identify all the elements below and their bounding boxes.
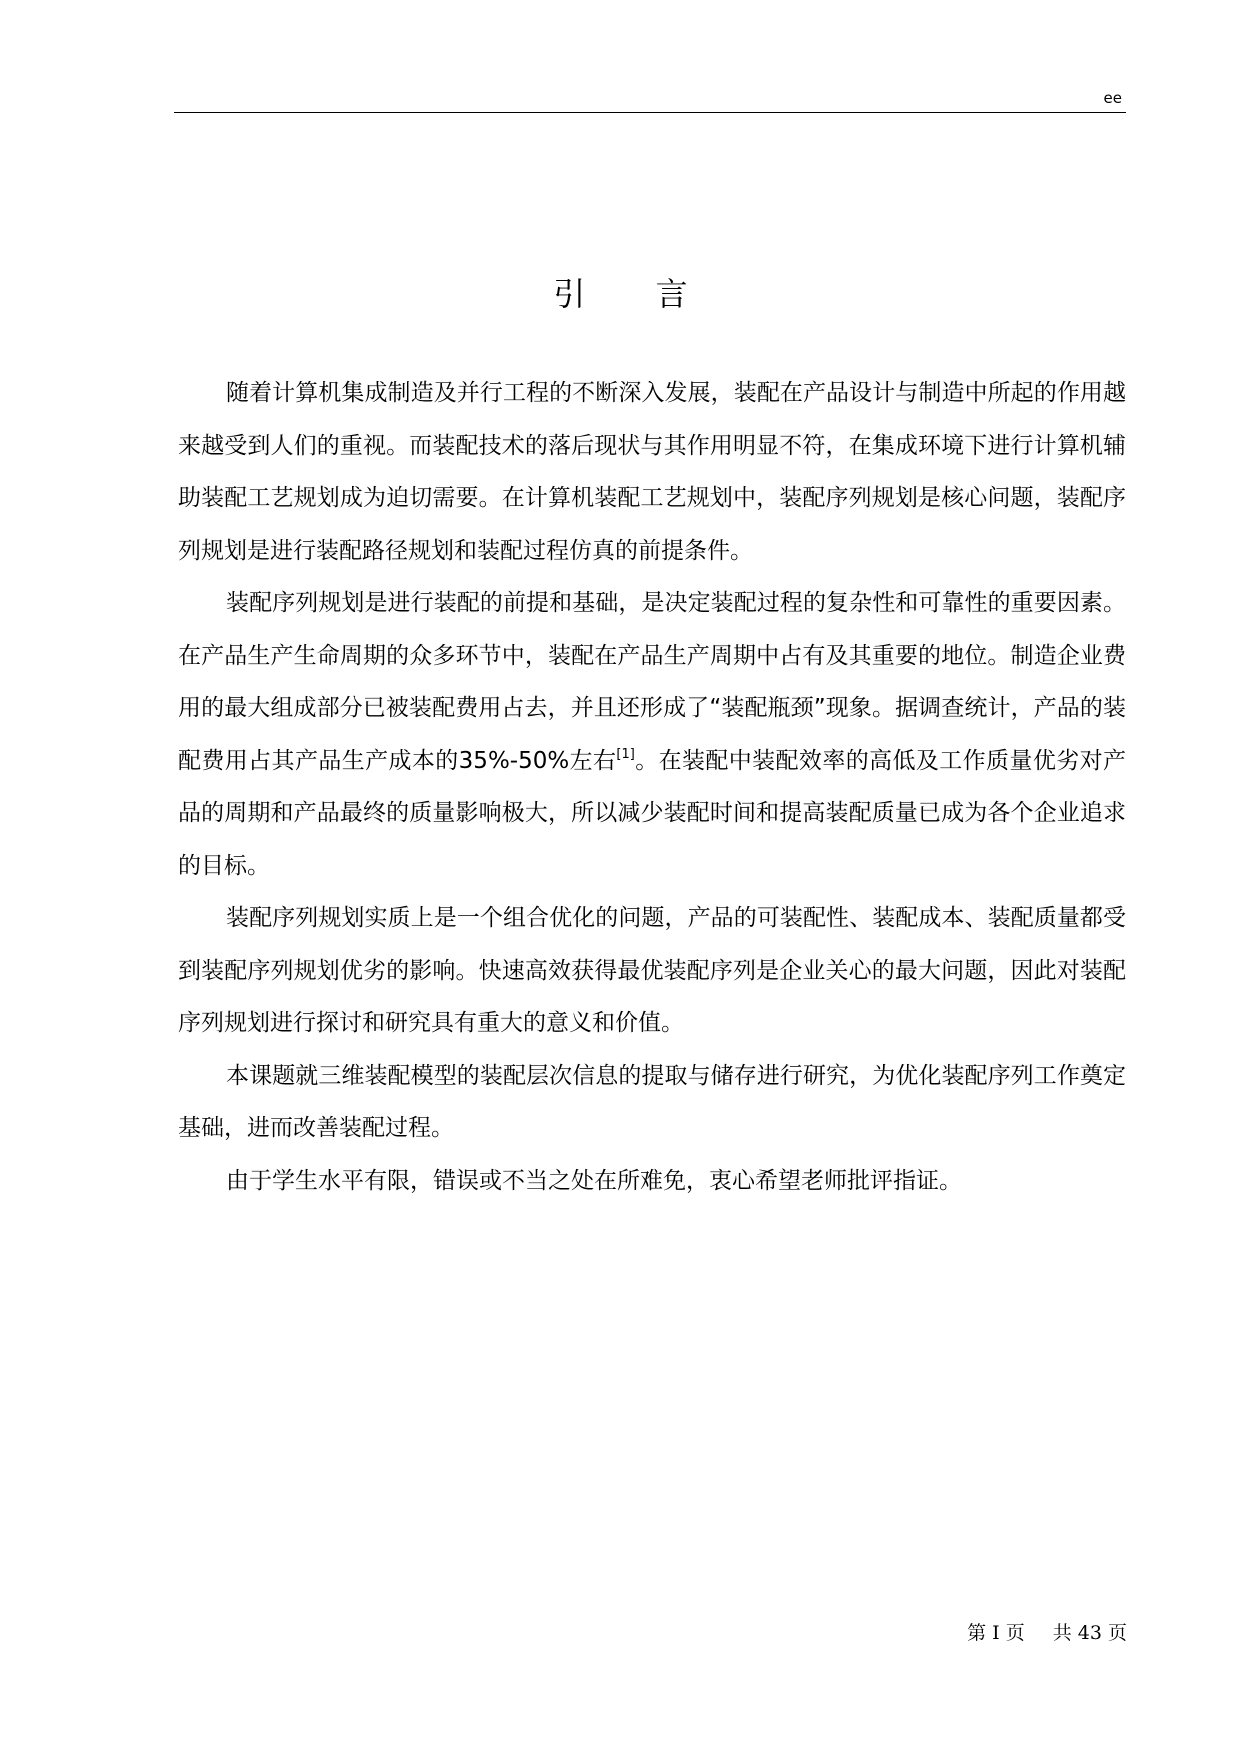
paragraph-2-text-after: 。在装配中装配效率的高低及工作质量优劣对产品的周期和产品最终的质量影响极大，所以减少装配时间和提高装配质量已成为各个企业追求的目标。 [178, 747, 1126, 879]
header-mark: ee [1103, 89, 1122, 107]
page-title: 引 言 [553, 275, 718, 313]
page-header [174, 88, 1126, 113]
paragraph-1: 随着计算机集成制造及并行工程的不断深入发展，装配在产品设计与制造中所起的作用越来越受到人们的重视。而装配技术的落后现状与其作用明显不符，在集成环境下进行计算机辅助装配工艺规划成为迫切需要。在计算机装配工艺规划中，装配序列规划是核心问题，装配序列规划是进行装配路径规划和装配过程仿真的前提条件。 [178, 380, 1126, 564]
page-footer [967, 1620, 1127, 1646]
body-text [178, 367, 1126, 1207]
paragraph-3: 装配序列规划实质上是一个组合优化的问题，产品的可装配性、装配成本、装配质量都受到装配序列规划优劣的影响。快速高效获得最优装配序列是企业关心的最大问题，因此对装配序列规划进行探讨和研究具有重大的意义和价值。 [178, 905, 1126, 1036]
paragraph-2 [178, 577, 1126, 892]
paragraph-2-text-before: 装配序列规划是进行装配的前提和基础，是决定装配过程的复杂性和可靠性的重要因素。在产品生产生命周期的众多环节中，装配在产品生产周期中占有及其重要的地位。制造企业费用的最大组成部分已被装配费用占去，并且还形成了“装配瓶颈”现象。据调查统计，产品的装配费用占其产品生产成本的35%-50%左右 [178, 590, 1126, 774]
paragraph-4: 本课题就三维装配模型的装配层次信息的提取与储存进行研究，为优化装配序列工作奠定基础，进而改善装配过程。 [178, 1062, 1126, 1141]
current-page-label: 第 I 页 [967, 1622, 1025, 1644]
citation-ref: [1] [616, 746, 635, 762]
total-pages-label: 共 43 页 [1052, 1622, 1127, 1644]
paragraph-5: 由于学生水平有限，错误或不当之处在所难免，衷心希望老师批评指证。 [226, 1167, 962, 1194]
